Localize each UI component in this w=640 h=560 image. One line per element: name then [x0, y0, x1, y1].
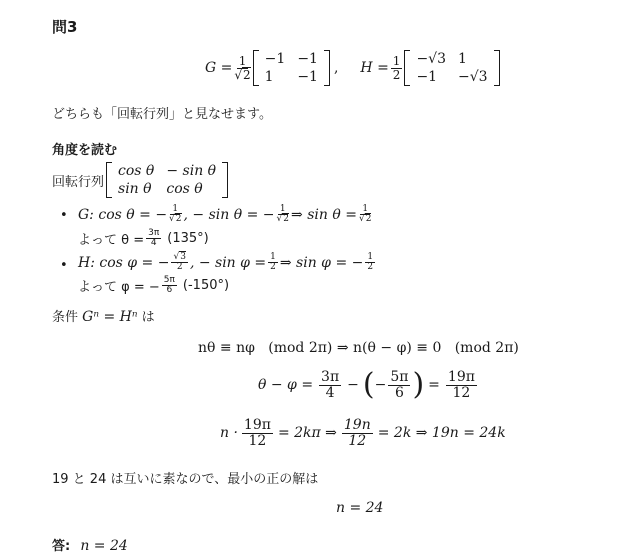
coprime-text: 19 と 24 は互いに素なので、最小の正の解は [52, 472, 319, 487]
bullet-g-line1: G: cos θ = − $\frac{1}{√2}$ , − sin θ = − $\frac{1}{√2}$ ⇒ sin θ = $\frac{1}{√2}$ [78, 204, 372, 225]
g-coefficient: $\frac{1}{√2}$ [234, 53, 251, 82]
bullet-dot: • [60, 258, 68, 273]
rotation-matrix: cos θ − sin θ sin θ cos θ [106, 162, 228, 198]
bullet-h-line1: H: cos φ = − $\frac{√3}{2}$ , − sin φ = $\frac{1}{2}$ ⇒ sin φ = − $\frac{1}{2}$ [78, 252, 374, 273]
section-title: 角度を読む [52, 143, 118, 158]
result-equation: n = 24 [336, 500, 384, 516]
bullet-h-line2: よって φ = − $\frac{5\pi}{6}$ (-150°) [78, 275, 230, 296]
g-matrix: −1 −1 1 −1 [253, 50, 330, 86]
g-label: G = [205, 60, 233, 76]
h-matrix: −√3 1 −1 −√3 [404, 50, 499, 86]
equation-mod: nθ ≡ nφ (mod 2π) ⇒ n(θ − φ) ≡ 0 (mod 2π) [198, 340, 519, 356]
condition-line: 条件 Gⁿ = Hⁿ は [52, 309, 155, 325]
matrix-definitions: G = $\frac{1}{√2}$ −1 −1 1 −1 , H = $\frac{1}{2}$ −√3 1 −1 −√3 [205, 46, 500, 90]
answer-label: 答: [52, 539, 71, 554]
equation-difference: θ − φ = $\frac{3\pi}{4}$ − ( − $\frac{5\pi}{6}$ ) = $\frac{19\pi}{12}$ [258, 367, 475, 403]
bullet-dot: • [60, 208, 68, 223]
h-label: H = [360, 60, 389, 76]
equation-solve: n · $\frac{19\pi}{12}$ = 2kπ ⇒ $\frac{19n}{12}$ = 2k ⇒ 19n = 24k [220, 417, 506, 449]
answer-value: n = 24 [80, 538, 128, 554]
bullet-g-line2: よって θ = $\frac{3\pi}{4}$ (135°) [78, 228, 209, 249]
rotation-label: 回転行列 [52, 174, 105, 190]
h-coefficient: $\frac{1}{2}$ [392, 53, 401, 82]
problem-heading: 問3 [52, 18, 78, 36]
answer-line [52, 535, 128, 554]
intro-text: どちらも「回転行列」と見なせます。 [52, 107, 272, 122]
rotation-matrix-def [52, 162, 228, 198]
